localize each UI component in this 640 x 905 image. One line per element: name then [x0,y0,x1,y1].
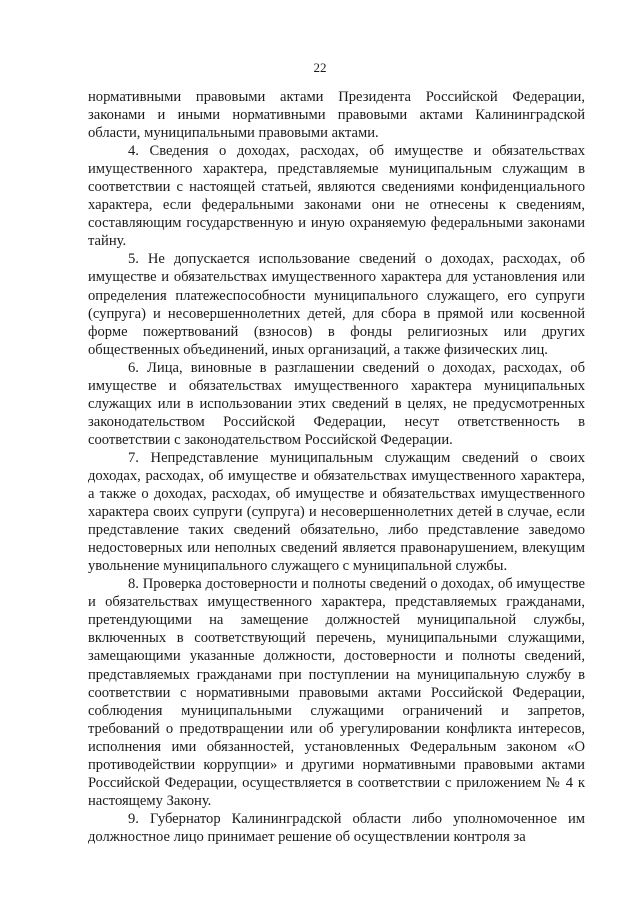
page-number: 22 [313,60,327,75]
paragraph-8: 8. Проверка достоверности и полноты сведений о доходах, об имуществе и обязательствах имущественного характера, представляемых гражданами, претендующими на замещение должностей муниципальной службы, включенных в соответствующий перечень, муниципальными служащими, замещающими указанные должности, достоверности и полноты сведений, представляемых гражданами при поступлении на муниципальную службу в соответствии с нормативными правовыми актами Российской Федерации, соблюдения муниципальными служащими ограничений и запретов, требований о предотвращении или об урегулировании конфликта интересов, исполнения ими обязанностей, установленных Федеральным законом «О противодействии коррупции» и другими нормативными правовыми актами Российской Федерации, осуществляется в соответствии с приложением № 4 к настоящему Закону. [88,576,585,809]
paragraph-continuation: нормативными правовыми актами Президента Российской Федерации, законами и иными нормативными правовыми актами Калининградской области, муниципальными правовыми актами. [88,89,585,142]
paragraph-6: 6. Лица, виновные в разглашении сведений о доходах, расходах, об имуществе и обязательствах имущественного характера муниципальных служащих или в использовании этих сведений в целях, не предусмотренных законодательством Российской Федерации, несут ответственность в соответствии с законодательством Российской Федерации. [88,359,585,448]
paragraph-5: 5. Не допускается использование сведений о доходах, расходах, об имуществе и обязательствах имущественного характера для установления или определения платежеспособности муниципального служащего, его супруги (супруга) и несовершеннолетних детей, для сбора в прямой или косвенной форме пожертвований (взносов) в фонды религиозных или других общественных объединений, иных организаций, а также физических лиц. [88,251,585,358]
paragraph-9: 9. Губернатор Калининградской области либо уполномоченное им должностное лицо принимает решение об осуществлении контроля за [88,810,585,845]
document-body [88,88,585,846]
paragraph-4: 4. Сведения о доходах, расходах, об имуществе и обязательствах имущественного характера, представляемые муниципальным служащим в соответствии с настоящей статьей, являются сведениями конфиденциального характера, если федеральными законами они не отнесены к сведениям, составляющим государственную и иную охраняемую федеральными законами тайну. [88,143,585,250]
paragraph-7: 7. Непредставление муниципальным служащим сведений о своих доходах, расходах, об имуществе и обязательствах имущественного характера, а также о доходах, расходах, об имуществе и обязательствах имущественного характера своих супруги (супруга) и несовершеннолетних детей в случае, если представление таких сведений обязательно, либо представление заведомо недостоверных или неполных сведений является правонарушением, влекущим увольнение муниципального служащего с муниципальной службы. [88,449,585,575]
